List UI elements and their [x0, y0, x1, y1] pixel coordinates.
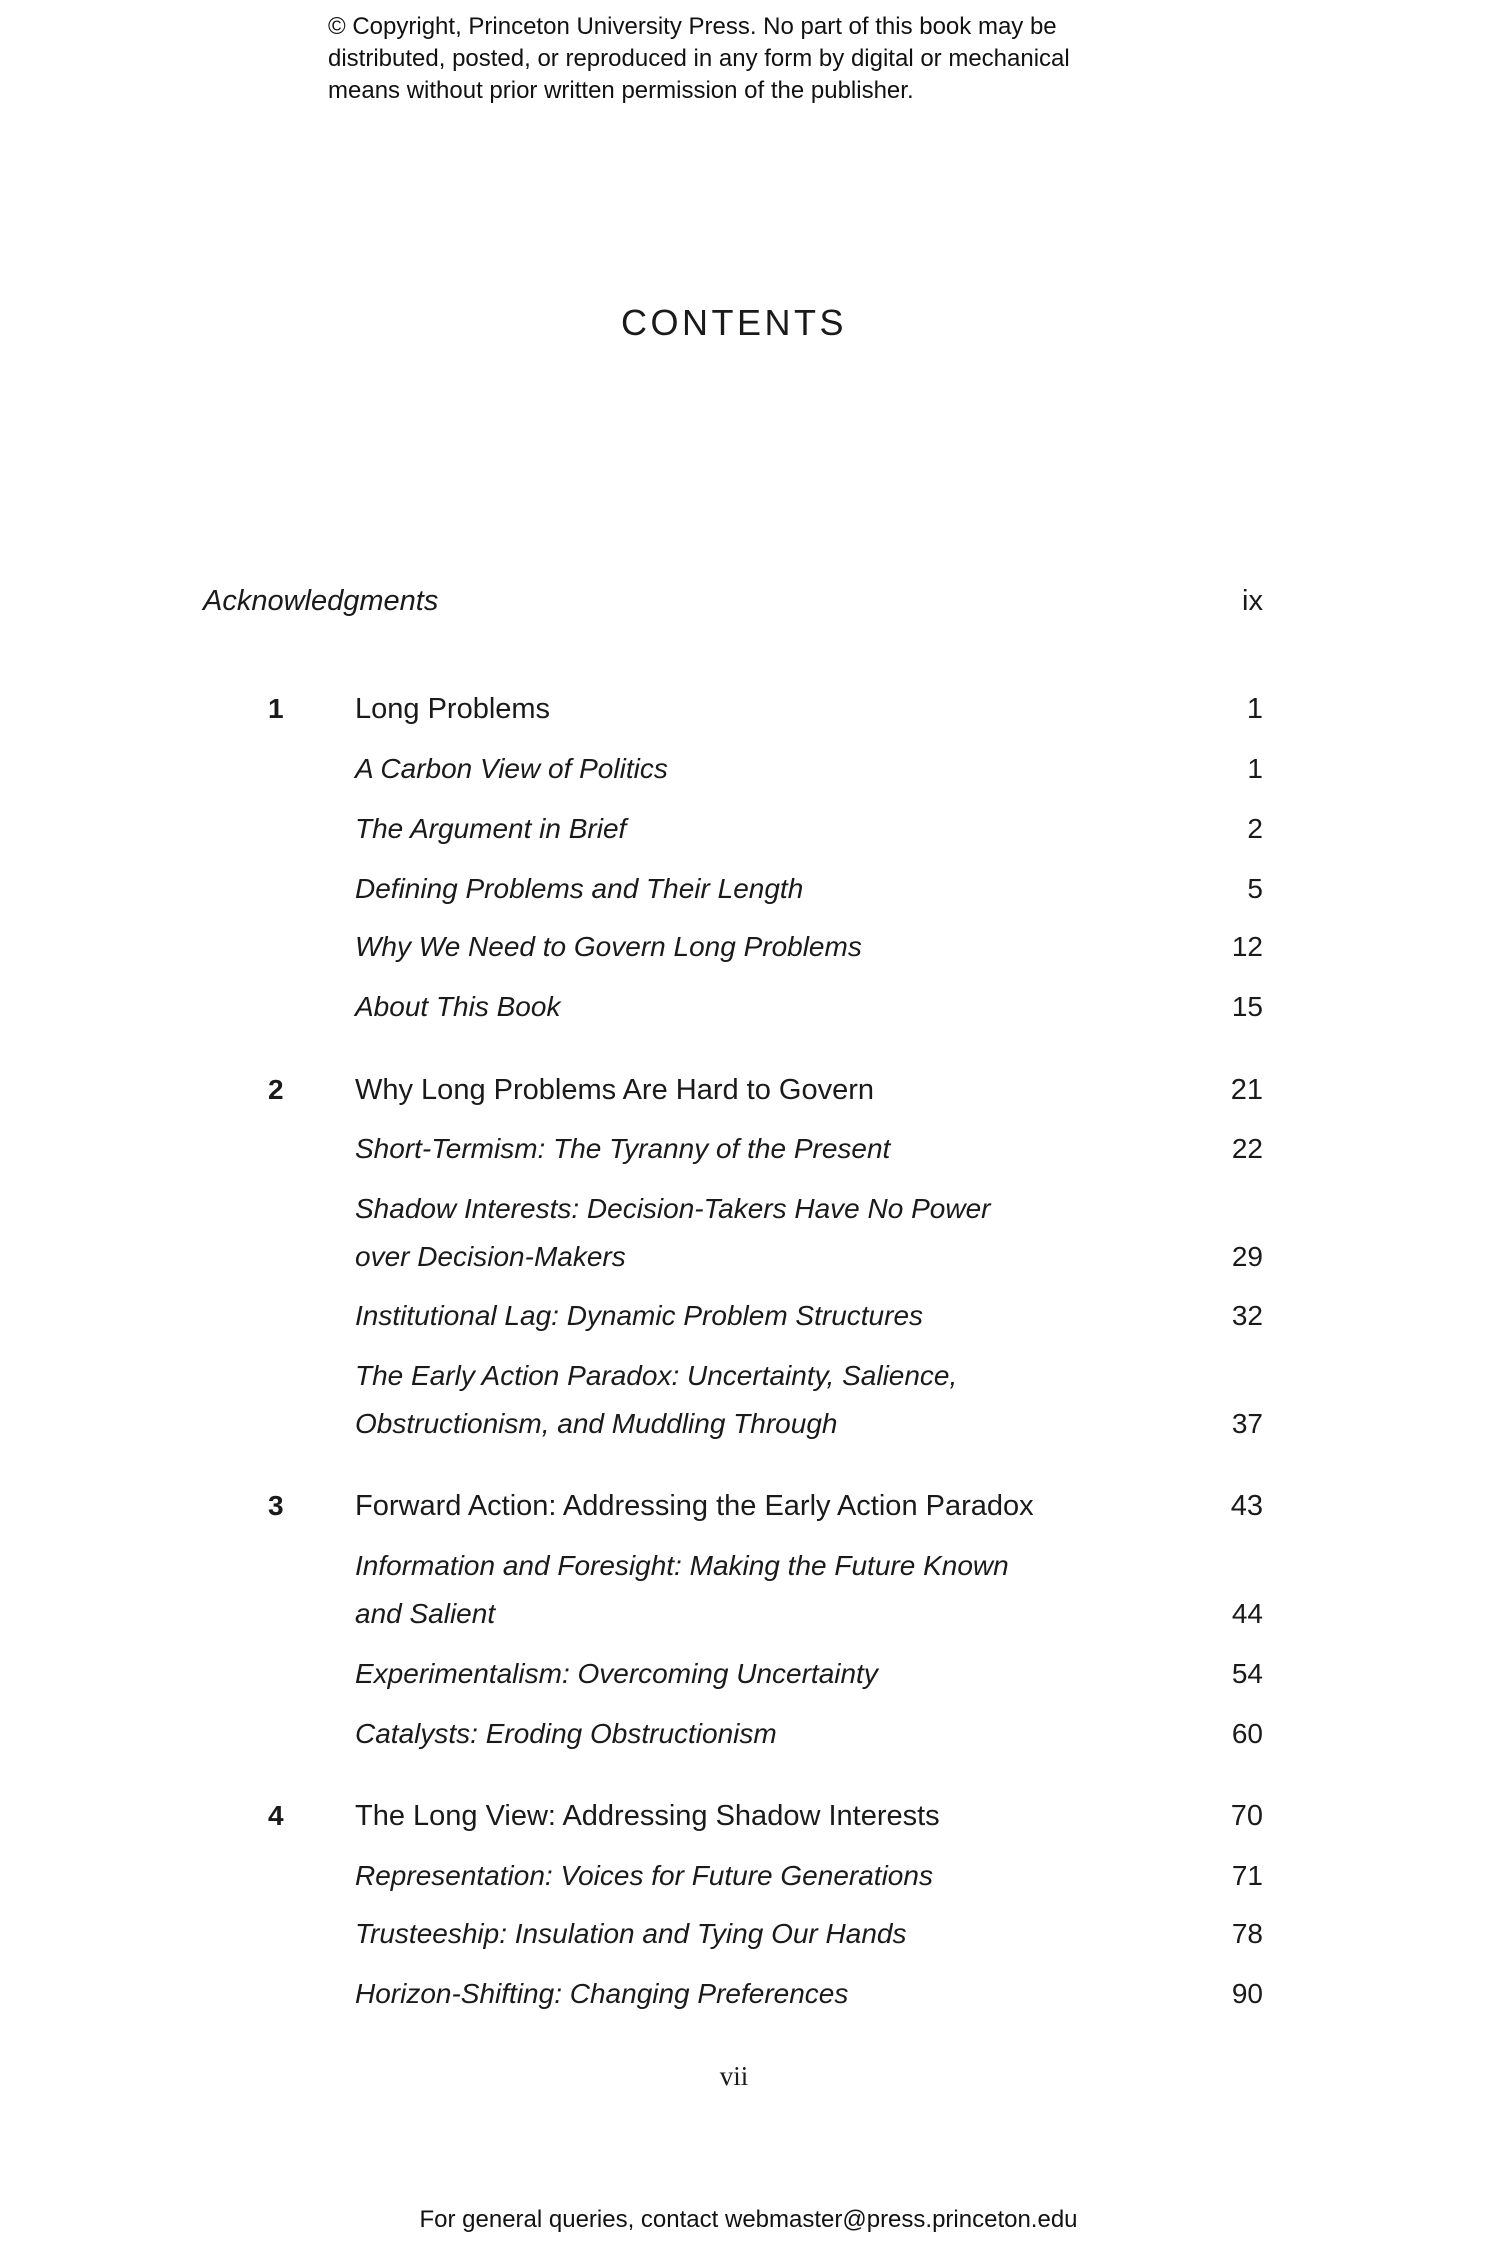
chapter-title: The Long View: Addressing Shadow Interests	[355, 1800, 940, 1832]
section-title	[355, 1650, 878, 1698]
toc-page-number: 78	[1231, 1918, 1263, 1949]
toc-section[interactable]	[0, 923, 1500, 971]
toc-section[interactable]	[0, 1292, 1500, 1340]
section-title	[355, 1910, 906, 1958]
toc-page-number: 5	[1247, 873, 1263, 904]
section-title	[355, 1125, 890, 1173]
chapter-number: 4	[268, 1800, 284, 1831]
toc-page-number: 22	[1231, 1133, 1263, 1164]
section-title	[355, 1852, 933, 1900]
section-title-line: The Argument in Brief	[355, 813, 627, 844]
toc-page-number: 70	[1230, 1800, 1263, 1832]
toc-page-number: 32	[1231, 1300, 1263, 1331]
section-title-line: Trusteeship: Insulation and Tying Our Hands	[355, 1918, 907, 1949]
toc-chapter-heading[interactable]	[0, 1066, 1500, 1114]
section-title-line: Information and Foresight: Making the Future Known	[355, 1550, 1009, 1581]
toc-page-number: 43	[1230, 1490, 1263, 1522]
section-title	[355, 1970, 848, 2018]
chapter-number: 3	[268, 1490, 284, 1521]
section-title-line: A Carbon View of Politics	[355, 753, 668, 784]
footer-contact: For general queries, contact webmaster@press.princeton.edu	[419, 2206, 1078, 2233]
toc-section[interactable]	[0, 1710, 1500, 1758]
toc-section[interactable]	[0, 1910, 1500, 1958]
toc-section[interactable]	[0, 805, 1500, 853]
toc-page-number: 21	[1230, 1074, 1263, 1106]
section-title	[355, 983, 560, 1031]
toc-chapter-heading[interactable]	[0, 1792, 1500, 1840]
section-title-line: Representation: Voices for Future Generations	[355, 1860, 933, 1891]
section-title	[355, 923, 862, 971]
section-title	[355, 1292, 923, 1340]
section-title-line: Obstructionism, and Muddling Through	[355, 1408, 838, 1439]
section-title	[355, 1185, 990, 1281]
toc-section[interactable]	[0, 1125, 1500, 1173]
section-title-line: and Salient	[355, 1598, 496, 1629]
toc-chapter-heading[interactable]	[0, 685, 1500, 733]
section-title-line: Catalysts: Eroding Obstructionism	[355, 1718, 777, 1749]
toc-entry-title: Acknowledgments	[203, 585, 439, 617]
toc-section[interactable]	[0, 1650, 1500, 1698]
section-title-line: Horizon-Shifting: Changing Preferences	[355, 1978, 849, 2009]
toc-page-number: 29	[1231, 1241, 1263, 1272]
toc-page-number: 1	[1247, 753, 1263, 784]
toc-chapter-heading[interactable]	[0, 1482, 1500, 1530]
section-title-line: over Decision-Makers	[355, 1241, 626, 1272]
toc-section[interactable]	[0, 1970, 1500, 2018]
section-title-line: Short-Termism: The Tyranny of the Present	[355, 1133, 891, 1164]
toc-page-number: 12	[1231, 931, 1263, 962]
toc-page-number: 60	[1231, 1718, 1263, 1749]
chapter-title: Forward Action: Addressing the Early Action Paradox	[355, 1490, 1034, 1522]
chapter-title: Why Long Problems Are Hard to Govern	[355, 1074, 875, 1106]
toc-page-number: 54	[1231, 1658, 1263, 1689]
toc-page-number: 71	[1231, 1860, 1263, 1891]
page-number: vii	[719, 2061, 749, 2091]
section-title	[355, 865, 803, 913]
section-title-line: Shadow Interests: Decision-Takers Have No Power	[355, 1193, 991, 1224]
chapter-number: 1	[268, 693, 284, 724]
section-title	[355, 1710, 777, 1758]
section-title	[355, 1352, 957, 1448]
toc-section[interactable]	[0, 745, 1500, 793]
toc-entry-acknowledgments[interactable]	[0, 577, 1500, 625]
toc-section[interactable]	[0, 1852, 1500, 1900]
section-title-line: Defining Problems and Their Length	[355, 873, 804, 904]
toc-section[interactable]	[0, 1542, 1500, 1638]
toc-page-number: 37	[1231, 1408, 1263, 1439]
section-title	[355, 805, 626, 853]
toc-section[interactable]	[0, 1352, 1500, 1448]
toc-page-number: 2	[1247, 813, 1263, 844]
copyright-line: © Copyright, Princeton University Press. No part of this book may be	[328, 13, 1057, 40]
chapter-number: 2	[268, 1074, 284, 1105]
toc-section[interactable]	[0, 865, 1500, 913]
copyright-notice	[328, 11, 1070, 107]
toc-section[interactable]	[0, 983, 1500, 1031]
page-title: CONTENTS	[621, 302, 847, 343]
section-title	[355, 745, 668, 793]
section-title-line: Experimentalism: Overcoming Uncertainty	[355, 1658, 878, 1689]
chapter-title: Long Problems	[355, 693, 551, 725]
copyright-line: distributed, posted, or reproduced in any form by digital or mechanical	[328, 45, 1070, 72]
toc-section[interactable]	[0, 1185, 1500, 1281]
copyright-line: means without prior written permission of the publisher.	[328, 77, 914, 104]
section-title	[355, 1542, 1009, 1638]
toc-page-number: 1	[1246, 693, 1263, 725]
toc-page-number: 44	[1231, 1598, 1263, 1629]
toc-page-number: 15	[1231, 991, 1263, 1022]
section-title-line: Institutional Lag: Dynamic Problem Structures	[355, 1300, 924, 1331]
section-title-line: The Early Action Paradox: Uncertainty, Salience,	[355, 1360, 958, 1391]
toc-page-number: ix	[1242, 585, 1263, 617]
toc-page-number: 90	[1231, 1978, 1263, 2009]
section-title-line: About This Book	[355, 991, 561, 1022]
section-title-line: Why We Need to Govern Long Problems	[355, 931, 862, 962]
